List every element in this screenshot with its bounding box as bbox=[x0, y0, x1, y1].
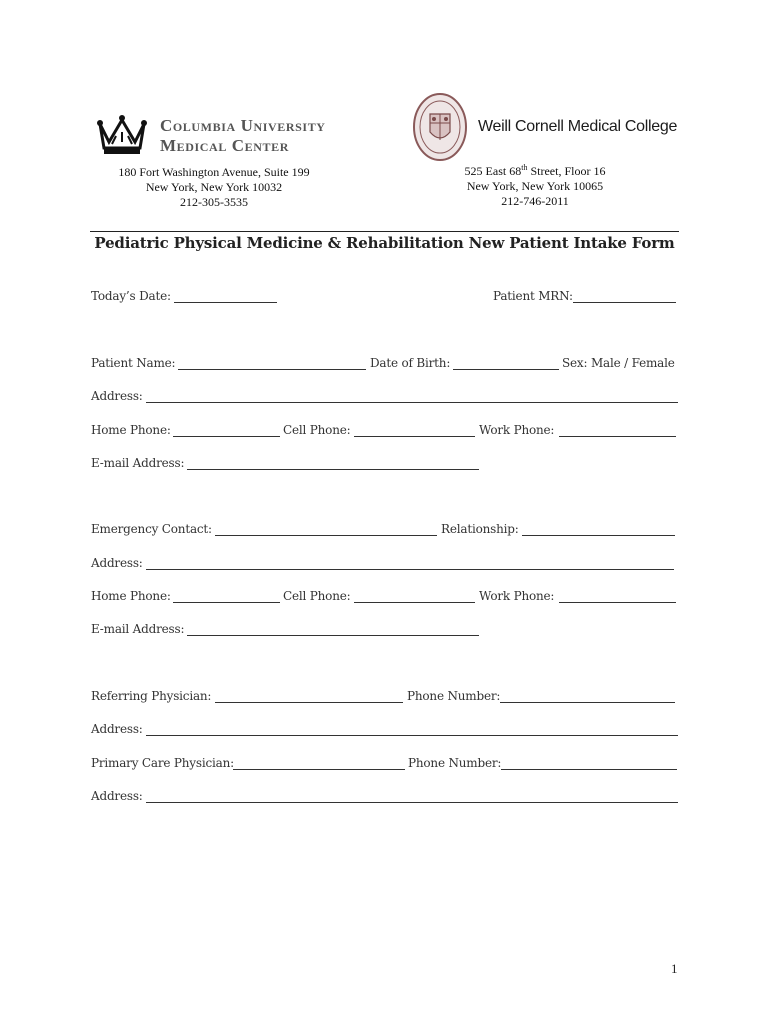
wcmc-address: 525 East 68th Street, Floor 16 New York, New York 10065 212-746-2011 bbox=[464, 163, 606, 208]
header-divider bbox=[90, 231, 679, 232]
patient-email-row bbox=[91, 456, 679, 474]
home-phone-field[interactable] bbox=[173, 436, 280, 437]
primary-care-field[interactable] bbox=[233, 769, 405, 770]
date-of-birth-field[interactable] bbox=[453, 369, 559, 370]
patient-mrn-label: Patient MRN: bbox=[493, 289, 573, 303]
emergency-work-phone-label: Work Phone: bbox=[479, 589, 555, 603]
cumc-name-line2: Medical Center bbox=[160, 136, 289, 155]
emergency-contact-row bbox=[91, 522, 679, 540]
primary-care-phone-field[interactable] bbox=[501, 769, 677, 770]
relationship-field[interactable] bbox=[522, 535, 675, 536]
patient-address-row bbox=[91, 389, 679, 407]
work-phone-field[interactable] bbox=[559, 436, 676, 437]
emergency-email-label: E-mail Address: bbox=[91, 622, 185, 636]
patient-name-label: Patient Name: bbox=[91, 356, 176, 370]
date-mrn-row bbox=[91, 289, 679, 307]
wcmc-name: Weill Cornell Medical College bbox=[478, 118, 678, 135]
patient-phones-row bbox=[91, 423, 679, 441]
emergency-contact-label: Emergency Contact: bbox=[91, 522, 212, 536]
referring-address-label: Address: bbox=[91, 722, 143, 736]
referring-address-row bbox=[91, 722, 679, 740]
primary-care-address-label: Address: bbox=[91, 789, 143, 803]
emergency-address-label: Address: bbox=[91, 556, 143, 570]
primary-care-phone-label: Phone Number: bbox=[408, 756, 502, 770]
sex-selector[interactable]: Sex: Male / Female bbox=[562, 356, 675, 370]
referring-phone-label: Phone Number: bbox=[407, 689, 501, 703]
emergency-email-row bbox=[91, 622, 679, 640]
cell-phone-field[interactable] bbox=[354, 436, 475, 437]
cumc-logo bbox=[96, 112, 366, 160]
emergency-email-field[interactable] bbox=[187, 635, 479, 636]
letterhead bbox=[0, 90, 770, 220]
patient-address-label: Address: bbox=[91, 389, 143, 403]
referring-address-field[interactable] bbox=[146, 735, 678, 736]
date-of-birth-label: Date of Birth: bbox=[370, 356, 451, 370]
crown-icon bbox=[96, 112, 148, 156]
emergency-home-phone-label: Home Phone: bbox=[91, 589, 171, 603]
form-title: Pediatric Physical Medicine & Rehabilitation New Patient Intake Form bbox=[94, 234, 675, 252]
referring-physician-field[interactable] bbox=[215, 702, 403, 703]
patient-address-field[interactable] bbox=[146, 402, 678, 403]
patient-mrn-field[interactable] bbox=[573, 302, 676, 303]
primary-care-row bbox=[91, 756, 679, 774]
emergency-cell-phone-field[interactable] bbox=[354, 602, 475, 603]
primary-care-address-row bbox=[91, 789, 679, 807]
emergency-address-field[interactable] bbox=[146, 569, 674, 570]
wcmc-logo bbox=[412, 90, 678, 164]
college-seal-icon bbox=[412, 90, 472, 164]
referring-physician-row bbox=[91, 689, 679, 707]
cumc-address: 180 Fort Washington Avenue, Suite 199 New York, New York 10032 212-305-3535 bbox=[118, 165, 310, 209]
home-phone-label: Home Phone: bbox=[91, 423, 171, 437]
referring-physician-label: Referring Physician: bbox=[91, 689, 212, 703]
cell-phone-label: Cell Phone: bbox=[283, 423, 351, 437]
patient-name-field[interactable] bbox=[178, 369, 366, 370]
relationship-label: Relationship: bbox=[441, 522, 519, 536]
email-label: E-mail Address: bbox=[91, 456, 185, 470]
emergency-cell-phone-label: Cell Phone: bbox=[283, 589, 351, 603]
emergency-contact-field[interactable] bbox=[215, 535, 437, 536]
work-phone-label: Work Phone: bbox=[479, 423, 555, 437]
todays-date-label: Today’s Date: bbox=[91, 289, 171, 303]
patient-name-row bbox=[91, 356, 679, 374]
email-field[interactable] bbox=[187, 469, 479, 470]
page-number: 1 bbox=[671, 961, 678, 976]
emergency-address-row bbox=[91, 556, 679, 574]
emergency-home-phone-field[interactable] bbox=[173, 602, 280, 603]
referring-phone-field[interactable] bbox=[500, 702, 675, 703]
emergency-work-phone-field[interactable] bbox=[559, 602, 676, 603]
emergency-phones-row bbox=[91, 589, 679, 607]
cumc-name-line1: Columbia University bbox=[160, 116, 326, 135]
primary-care-address-field[interactable] bbox=[146, 802, 678, 803]
primary-care-label: Primary Care Physician: bbox=[91, 756, 234, 770]
todays-date-field[interactable] bbox=[174, 302, 277, 303]
